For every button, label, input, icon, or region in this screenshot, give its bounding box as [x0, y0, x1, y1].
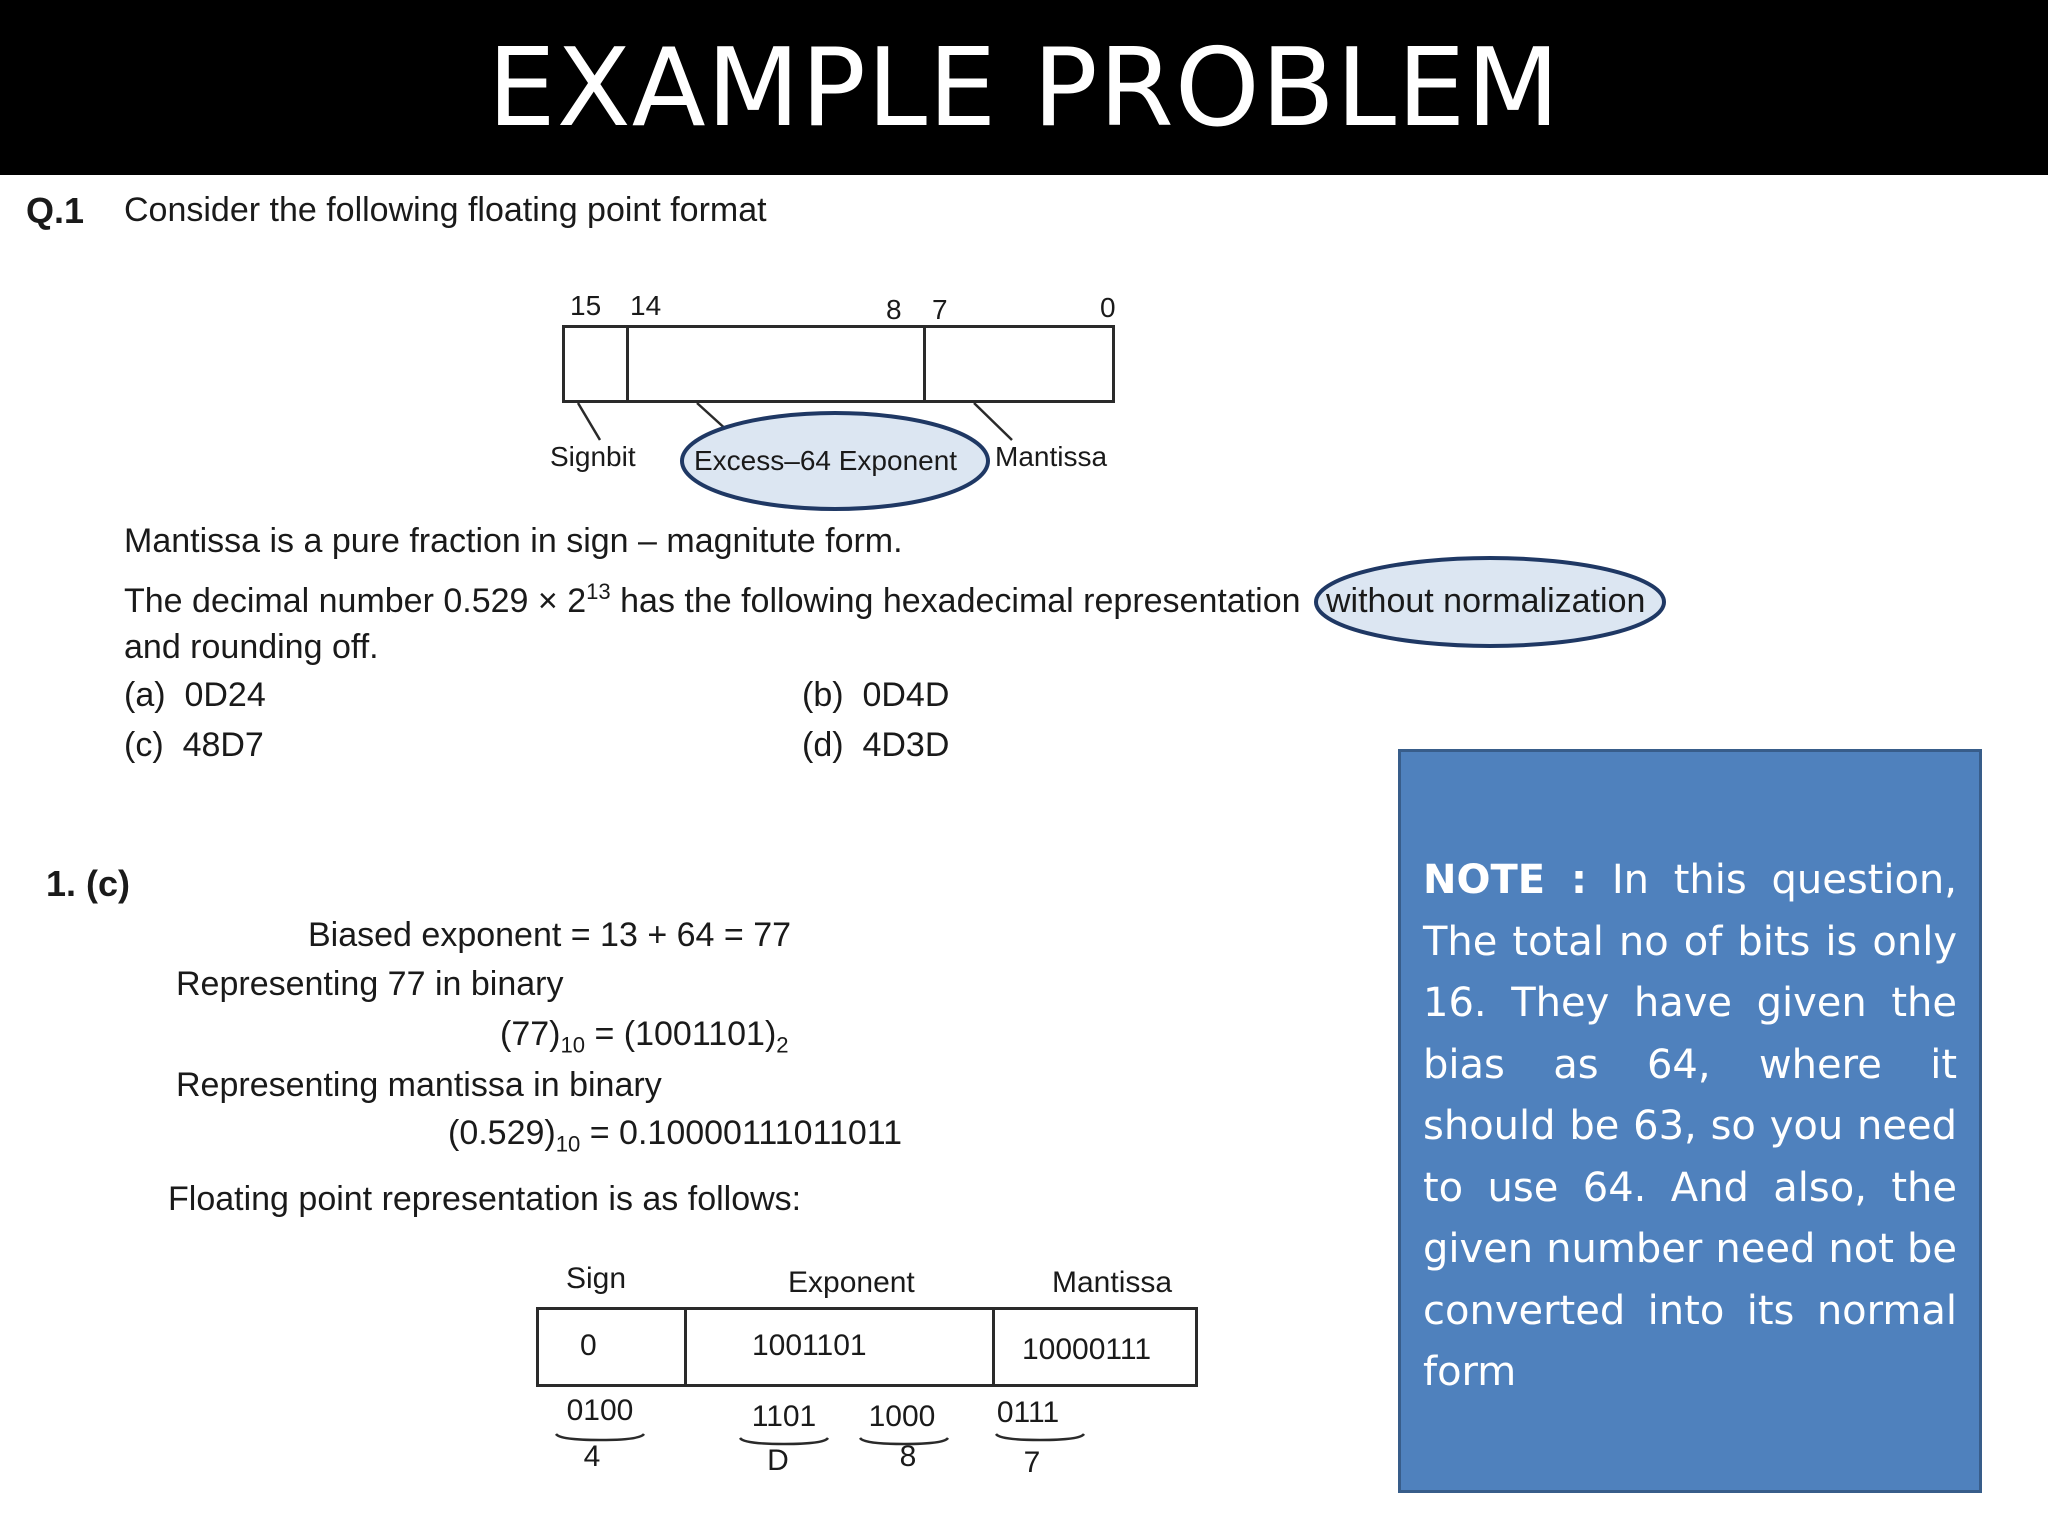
note-text: In this question, The total no of bits is only 16. They have given the bias as 64, where it should be 63, so you need to use 64. And also, the given number need not be converted into its normal form: [1423, 857, 1957, 1395]
question-line-2: The decimal number $0.529 \times 2^{13}$ has the following hexadecimal representation: [124, 578, 1301, 620]
hex-digit-4: 7: [1023, 1446, 1041, 1479]
mantissa-connector: [974, 403, 1012, 440]
note-box: [1398, 749, 1982, 1493]
table-value-mantissa: 10000111: [1022, 1333, 1152, 1366]
nibble-bits-4: 0111: [996, 1396, 1060, 1429]
table-value-sign: 0: [580, 1329, 597, 1362]
binary-77-equation: $(77)_{10} = (1001101)_2$: [500, 1015, 789, 1058]
option-b: (b) 0D4D: [802, 676, 950, 714]
bit-label-14: 14: [630, 290, 662, 321]
question-prompt: Consider the following floating point format: [124, 191, 767, 229]
hex-digit-3: 8: [899, 1440, 917, 1473]
table-divider-2: [992, 1307, 995, 1387]
bit-label-7: 7: [932, 294, 948, 325]
representing-77-line: Representing 77 in binary: [176, 965, 564, 1003]
representing-mantissa-line: Representing mantissa in binary: [176, 1066, 662, 1104]
table-header-sign: Sign: [566, 1262, 627, 1295]
signbit-connector: [578, 403, 600, 440]
field-signbit: Signbit: [550, 441, 636, 472]
floating-point-line: Floating point representation is as follows:: [168, 1180, 802, 1218]
without-normalization-text: without normalization: [1326, 582, 1646, 620]
option-c: (c) 48D7: [124, 726, 264, 764]
field-exponent: Excess–64 Exponent: [694, 445, 958, 476]
brace-4: [996, 1434, 1084, 1440]
note-label: NOTE :: [1423, 857, 1588, 903]
table-value-exponent: 1001101: [752, 1329, 867, 1362]
table-header-exponent: Exponent: [788, 1266, 915, 1299]
option-d: (d) 4D3D: [802, 726, 950, 764]
table-divider-1: [684, 1307, 687, 1387]
mantissa-equation: $(0.529)_{10} = 0.10000111011011$: [448, 1114, 903, 1157]
table-header-mantissa: Mantissa: [1052, 1266, 1173, 1299]
option-a: (a) 0D24: [124, 676, 266, 714]
bit-label-15: 15: [570, 290, 602, 321]
bit-label-8: 8: [886, 294, 902, 325]
answer-label: 1. (c): [46, 863, 131, 904]
nibble-bits-1: 0100: [566, 1394, 634, 1427]
page-title: EXAMPLE PROBLEM: [487, 26, 1561, 151]
question-line-1: Mantissa is a pure fraction in sign – magnitute form.: [124, 522, 903, 560]
bit-label-0: 0: [1100, 292, 1116, 323]
hex-digit-2: D: [767, 1444, 789, 1477]
question-label: Q.1: [26, 190, 85, 231]
question-line-3: and rounding off.: [124, 628, 379, 666]
biased-exponent-line: Biased exponent = 13 + 64 = 77: [308, 916, 792, 954]
nibble-bits-2: 1101: [751, 1400, 817, 1433]
hex-digit-1: 4: [583, 1440, 601, 1473]
nibble-bits-3: 1000: [868, 1400, 936, 1433]
field-mantissa: Mantissa: [995, 441, 1108, 472]
